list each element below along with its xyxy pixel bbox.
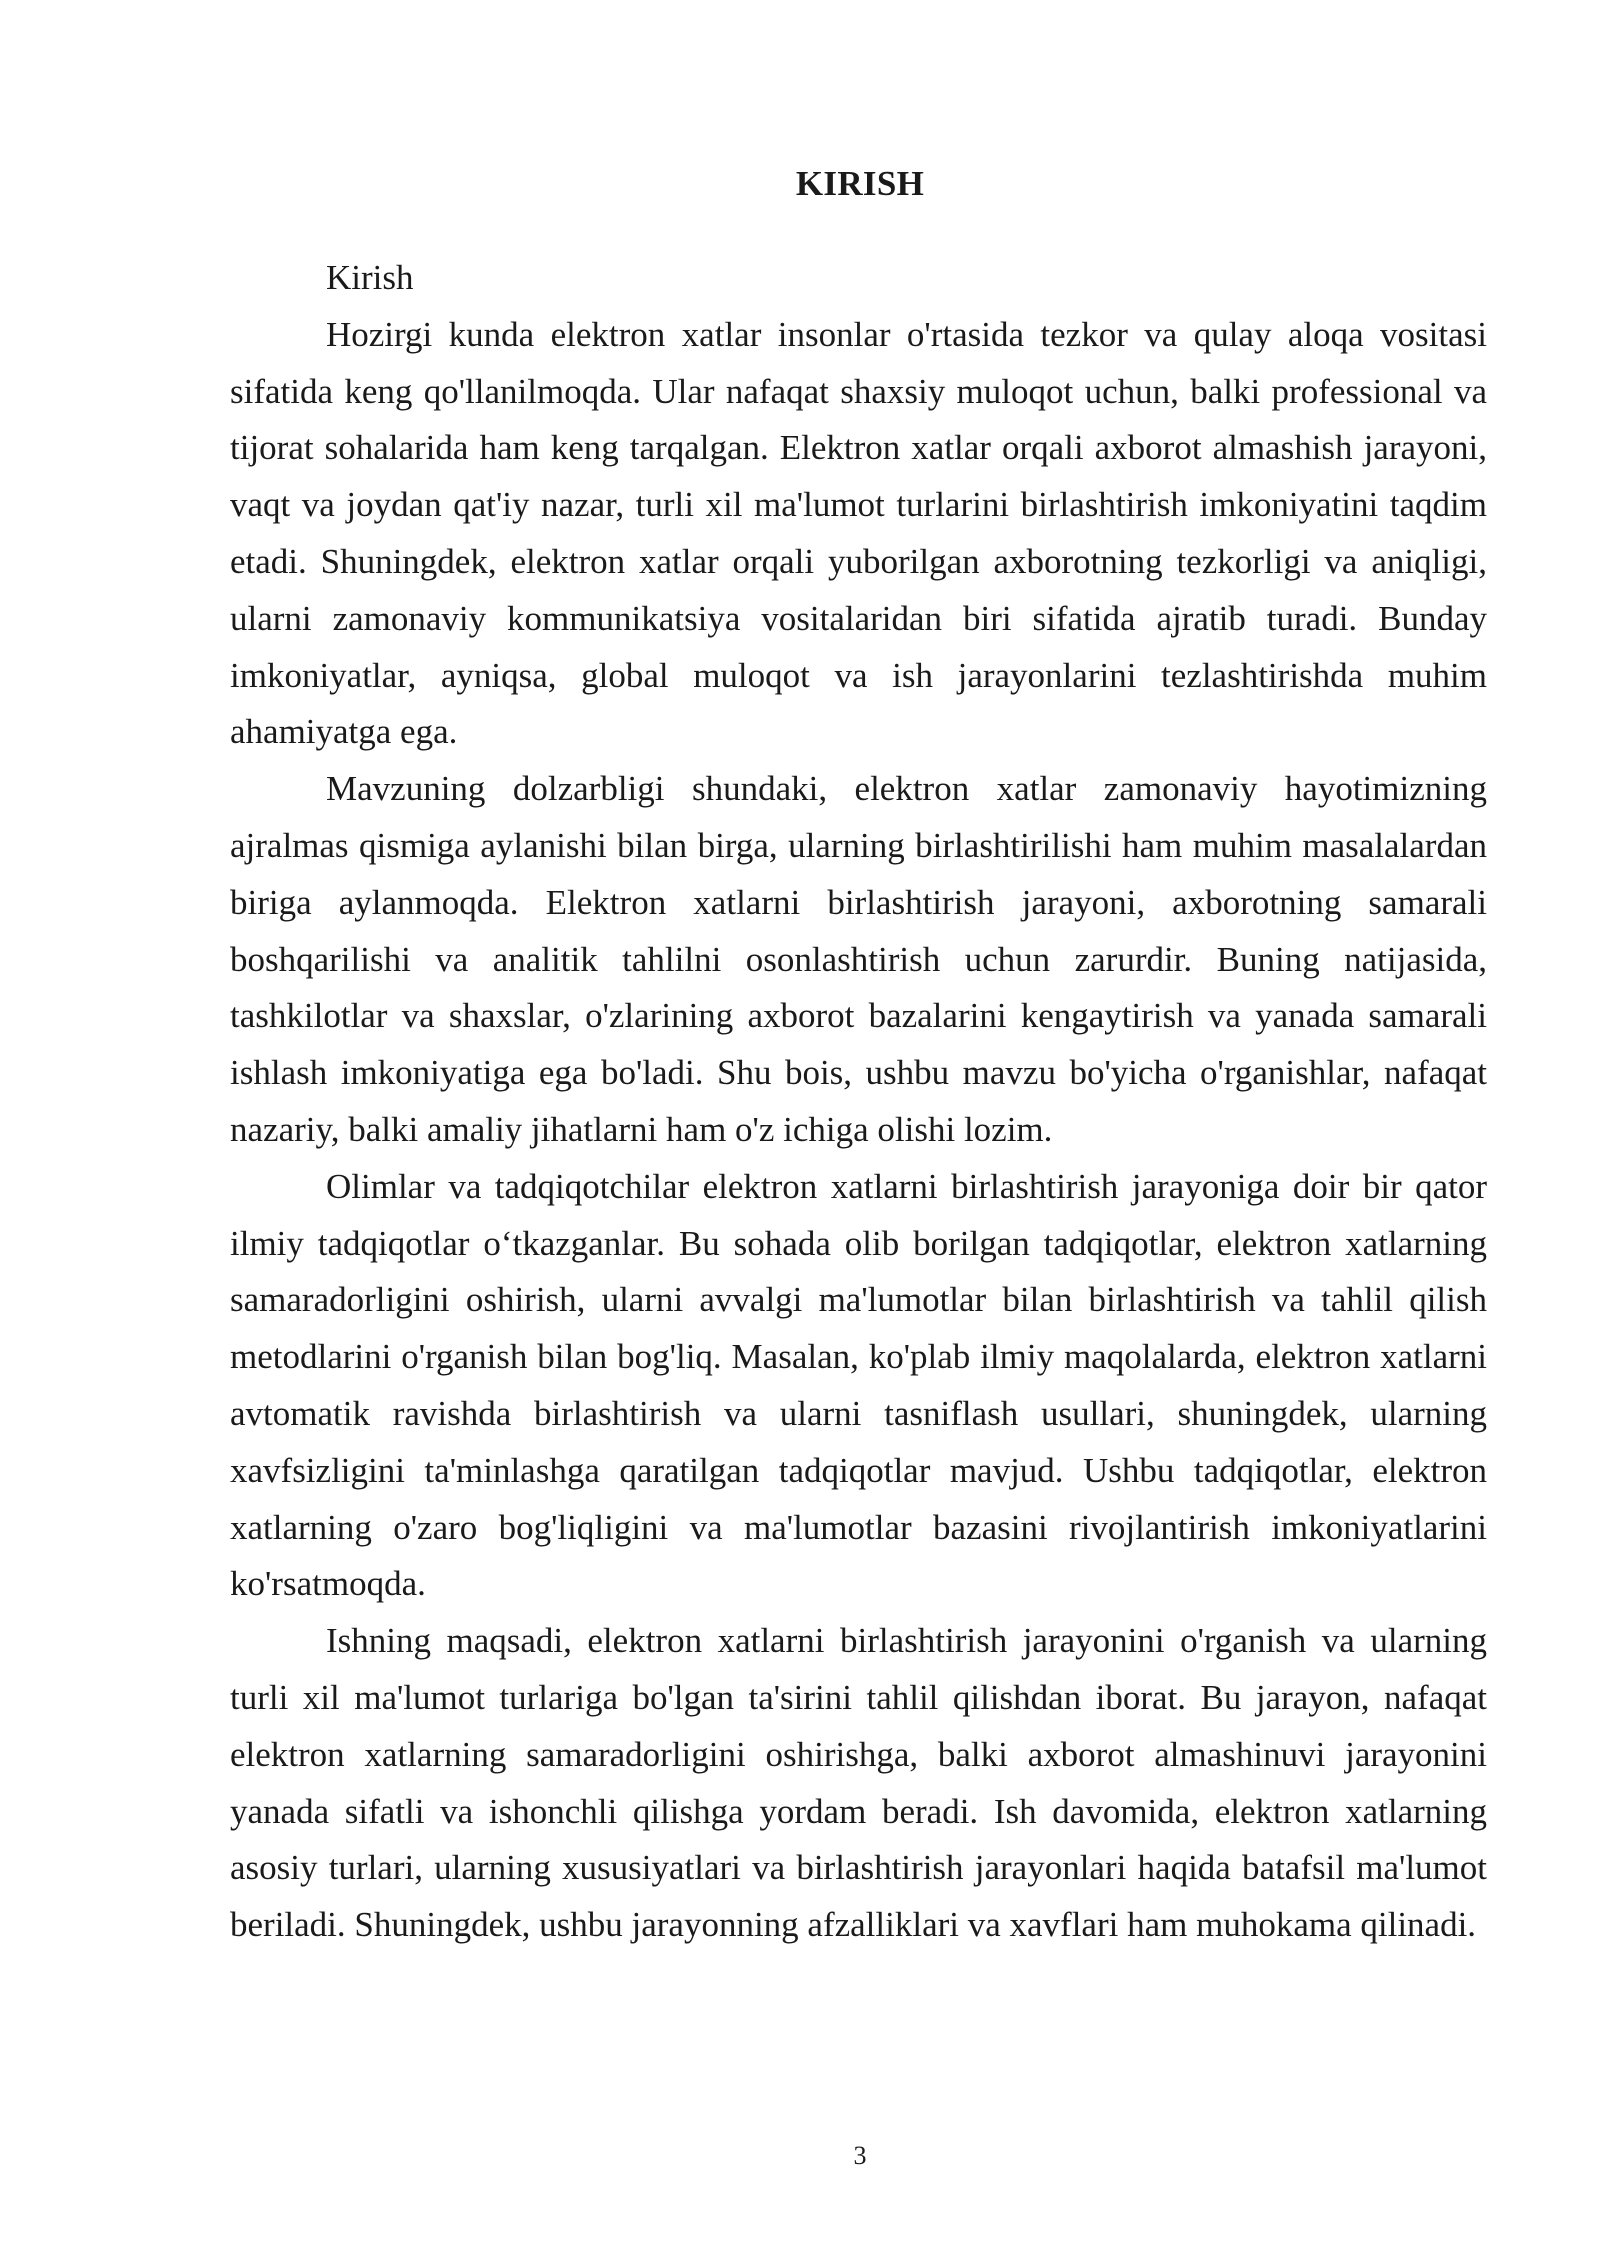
paragraph: Olimlar va tadqiqotchilar elektron xatlarni birlashtirish jarayoniga doir bir qator ilmiy tadqiqotlar o‘tkazganlar. Bu sohada olib borilgan tadqiqotlar, elektron xatlarning samaradorligini oshirish, ularni avvalgi ma'lumotlar bilan birlashtirish va tahlil qilish metodlarini o'rganish bilan bog'liq. Masalan, ko'plab ilmiy maqolalarda, elektron xatlarni avtomatik ravishda birlashtirish va ularni tasniflash usullari, shuningdek, ularning xavfsizligini ta'minlashga qaratilgan tadqiqotlar mavjud. Ushbu tadqiqotlar, elektron xatlarning o'zaro bog'liqligini va ma'lumotlar bazasini rivojlantirish imkoniyatlarini ko'rsatmoqda. xyxy=(230,1166,1487,1604)
body-text xyxy=(230,250,1487,1954)
page-title: KIRISH xyxy=(795,164,925,203)
page-number: 3 xyxy=(853,2141,867,2170)
section-subtitle: Kirish xyxy=(326,258,414,297)
paragraph: Mavzuning dolzarbligi shundaki, elektron xatlar zamonaviy hayotimizning ajralmas qismiga aylanishi bilan birga, ularning birlashtirilishi ham muhim masalalardan biriga aylanmoqda. Elektron xatlarni birlashtirish jarayoni, axborotning samarali boshqarilishi va analitik tahlilni osonlashtirish uchun zarurdir. Buning natijasida, tashkilotlar va shaxslar, o'zlarining axborot bazalarini kengaytirish va yanada samarali ishlash imkoniyatiga ega bo'ladi. Shu bois, ushbu mavzu bo'yicha o'rganishlar, nafaqat nazariy, balki amaliy jihatlarni ham o'z ichiga olishi lozim. xyxy=(230,769,1487,1149)
paragraph: Ishning maqsadi, elektron xatlarni birlashtirish jarayonini o'rganish va ularning turli xil ma'lumot turlariga bo'lgan ta'sirini tahlil qilishdan iborat. Bu jarayon, nafaqat elektron xatlarning samaradorligini oshirishga, balki axborot almashinuvi jarayonini yanada sifatli va ishonchli qilishga yordam beradi. Ish davomida, elektron xatlarning asosiy turlari, ularning xususiyatlari va birlashtirish jarayonlari haqida batafsil ma'lumot beriladi. Shuningdek, ushbu jarayonning afzalliklari va xavflari ham muhokama qilinadi. xyxy=(230,1621,1487,1945)
paragraph: Hozirgi kunda elektron xatlar insonlar o'rtasida tezkor va qulay aloqa vositasi sifatida keng qo'llanilmoqda. Ular nafaqat shaxsiy muloqot uchun, balki professional va tijorat sohalarida ham keng tarqalgan. Elektron xatlar orqali axborot almashish jarayoni, vaqt va joydan qat'iy nazar, turli xil ma'lumot turlarini birlashtirish imkoniyatini taqdim etadi. Shuningdek, elektron xatlar orqali yuborilgan axborotning tezkorligi va aniqligi, ularni zamonaviy kommunikatsiya vositalaridan biri sifatida ajratib turadi. Bunday imkoniyatlar, ayniqsa, global muloqot va ish jarayonlarini tezlashtirishda muhim ahamiyatga ega. xyxy=(230,314,1487,752)
